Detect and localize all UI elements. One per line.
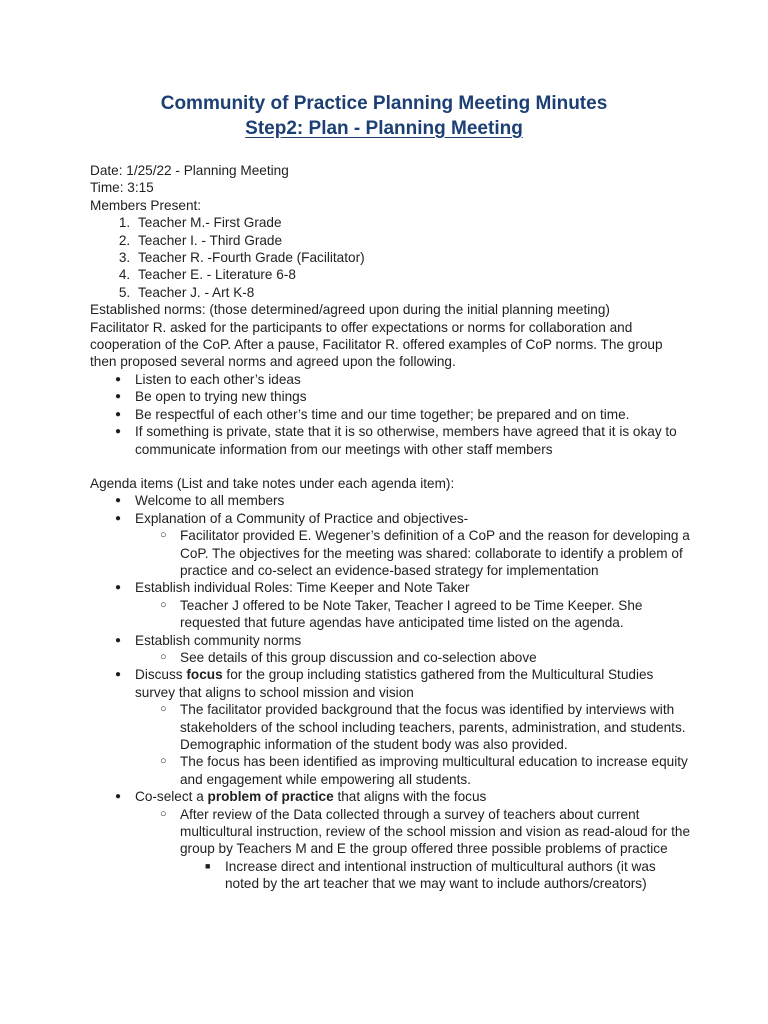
agenda-note: ○ Facilitator provided E. Wegener’s definition of a CoP and the reason for developing a CoP. The objectives for the meeting was shared: collaborate to identify a problem of practice and co-select an evidence-based strategy for implementation <box>160 528 690 578</box>
norms-paragraph: Facilitator R. asked for the participants to offer expectations or norms for collaboration and cooperation of the CoP. After a pause, Facilitator R. offered examples of CoP norms. The group then proposed several norms and agreed upon the following. <box>90 319 663 370</box>
member-item: 1. Teacher M.- First Grade <box>134 214 690 231</box>
norms-list <box>90 371 690 458</box>
bullet-icon: ● <box>115 582 122 594</box>
bullet-icon: ● <box>115 408 122 420</box>
square-bullet-icon: ■ <box>205 860 211 871</box>
agenda-list <box>90 492 690 892</box>
agenda-item: ● Establish individual Roles: Time Keeper and Note Taker <box>115 580 470 596</box>
agenda-note: ○ After review of the Data collected through a survey of teachers about current multicultural instruction, review of the school mission and vision as read-aloud for the group by Teachers M and E the group offered three possible problems of practice <box>160 806 691 857</box>
problem-emphasis: problem of practice <box>207 789 334 805</box>
bullet-icon: ● <box>115 373 122 385</box>
agenda-note: ○ Teacher J offered to be Note Taker, Teacher I agreed to be Time Keeper. She requested that future agendas have anticipated time listed on the agenda. <box>160 597 643 631</box>
list-item: ● Listen to each other’s ideas <box>115 371 301 387</box>
members-label: Members Present: <box>90 197 202 213</box>
norms-heading: Established norms: (those determined/agreed upon during the initial planning meeting) <box>90 302 610 318</box>
list-item: ● If something is private, state that it is so otherwise, members have agreed that it is okay to communicate information from our meetings with other staff members <box>115 424 677 457</box>
agenda-note: ○ The facilitator provided background that the focus was identified by interviews with stakeholders of the school including teachers, parents, administration, and students. Demographic information of the student body was also provided. <box>160 702 686 752</box>
bullet-icon: ● <box>115 669 122 681</box>
bullet-icon: ● <box>115 495 122 507</box>
agenda-heading: Agenda items (List and take notes under each agenda item): <box>90 475 455 491</box>
hollow-bullet-icon: ○ <box>160 703 167 716</box>
member-item: 4. Teacher E. - Literature 6-8 <box>134 266 690 283</box>
document-title: Community of Practice Planning Meeting Minutes <box>160 93 608 114</box>
hollow-bullet-icon: ○ <box>160 807 167 820</box>
bullet-icon: ● <box>115 791 122 803</box>
agenda-item: ● Welcome to all members <box>115 493 285 509</box>
bullet-icon: ● <box>115 426 122 438</box>
bullet-icon: ● <box>115 634 122 646</box>
agenda-item: ● Co-select a problem of practice that aligns with the focus <box>115 789 487 805</box>
document-subtitle: Step2: Plan - Planning Meeting <box>245 118 523 139</box>
agenda-subnote: ■ Increase direct and intentional instruction of multicultural authors (it was noted by the art teacher that we may want to include authors/creators) <box>205 858 656 892</box>
list-item: ● Be open to trying new things <box>115 389 307 405</box>
list-item: ● Be respectful of each other’s time and our time together; be prepared and on time. <box>115 406 630 422</box>
agenda-item: ● Establish community norms <box>115 632 302 648</box>
date-line: Date: 1/25/22 - Planning Meeting <box>90 163 289 178</box>
bullet-icon: ● <box>115 391 122 403</box>
hollow-bullet-icon: ○ <box>160 755 167 768</box>
time-line: Time: 3:15 <box>90 180 154 196</box>
spacer <box>90 458 690 475</box>
hollow-bullet-icon: ○ <box>160 650 167 663</box>
members-list <box>90 214 690 301</box>
member-item: 2. Teacher I. - Third Grade <box>134 232 690 249</box>
agenda-item: ● Discuss focus for the group including statistics gathered from the Multicultural Studies survey that aligns to school mission and vision <box>115 667 654 700</box>
focus-emphasis: focus <box>186 667 223 683</box>
bullet-icon: ● <box>115 512 122 524</box>
agenda-item: ● Explanation of a Community of Practice and objectives- <box>115 510 469 526</box>
hollow-bullet-icon: ○ <box>160 598 167 611</box>
agenda-note: ○ See details of this group discussion and co-selection above <box>160 649 537 665</box>
member-item: 5. Teacher J. - Art K-8 <box>134 284 690 301</box>
hollow-bullet-icon: ○ <box>160 529 167 542</box>
agenda-note: ○ The focus has been identified as improving multicultural education to increase equity and engagement while empowering all students. <box>160 754 688 787</box>
document-body <box>90 162 690 893</box>
member-item: 3. Teacher R. -Fourth Grade (Facilitator) <box>134 249 690 266</box>
